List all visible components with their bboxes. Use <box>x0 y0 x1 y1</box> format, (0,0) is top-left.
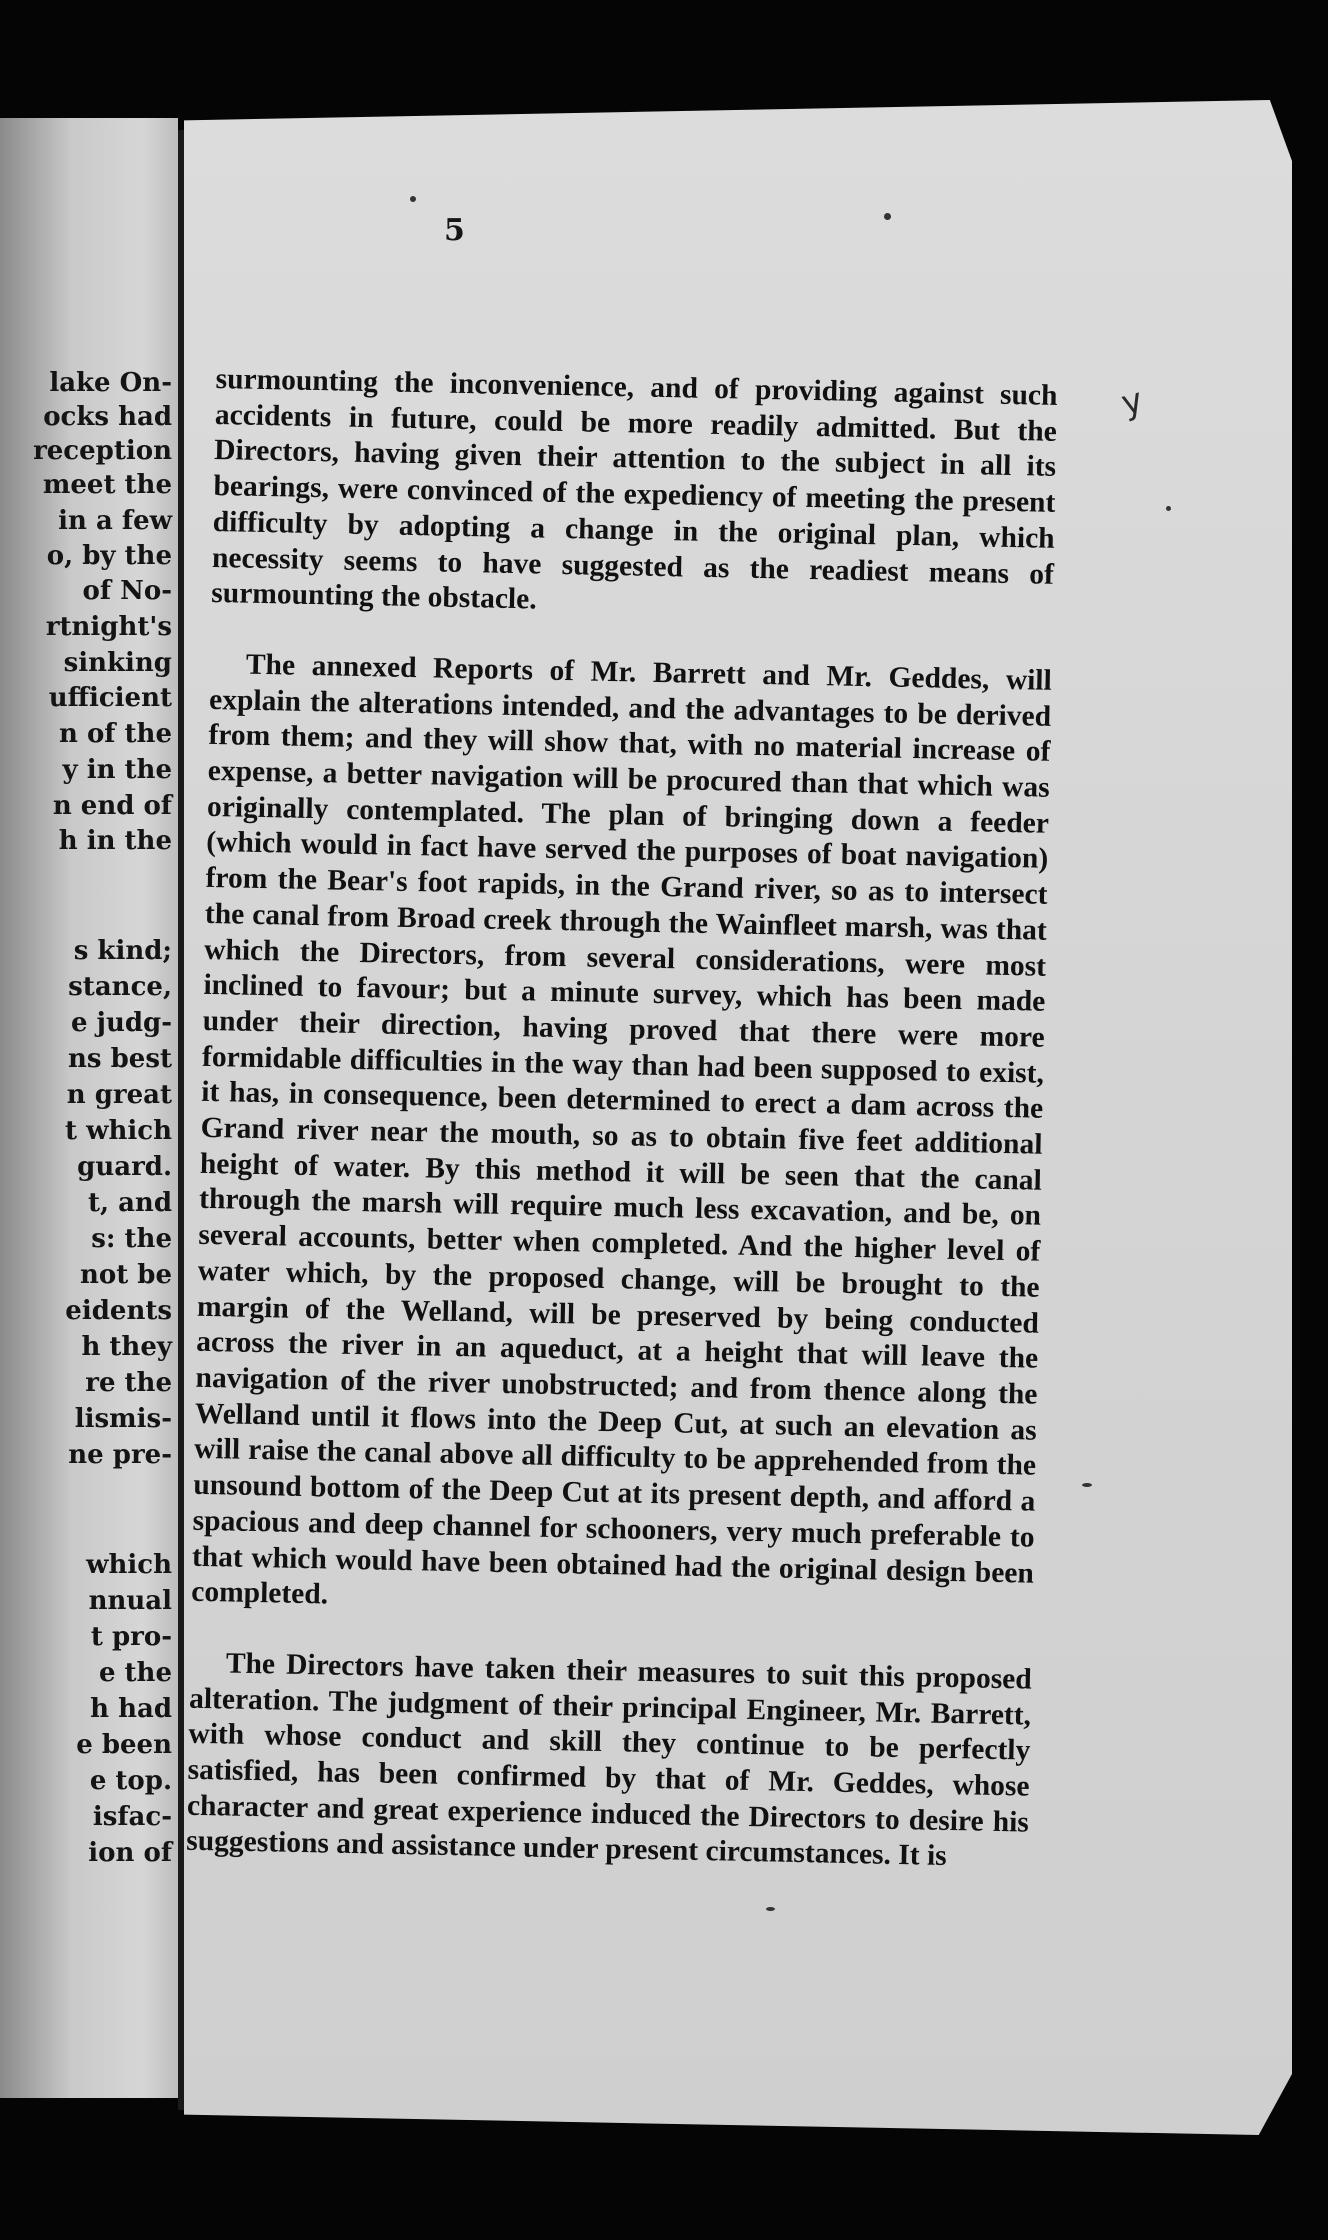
left-fragment: n great <box>66 1080 172 1110</box>
left-fragment: h in the <box>58 826 172 856</box>
left-fragment: t which <box>65 1116 172 1146</box>
left-fragment: eidents <box>65 1296 172 1326</box>
left-fragment: t, and <box>87 1188 172 1218</box>
page-gutter <box>178 130 184 2110</box>
left-fragment: h had <box>90 1694 172 1724</box>
left-fragment: re the <box>85 1368 172 1398</box>
left-fragment: ne pre- <box>68 1440 172 1470</box>
left-fragment: e top. <box>89 1766 172 1796</box>
body-text <box>185 362 1058 1912</box>
left-fragment: reception <box>33 436 172 466</box>
left-fragment: n end of <box>52 791 172 821</box>
left-fragment: rtnight's <box>45 612 172 642</box>
ink-speck <box>1166 506 1171 511</box>
left-fragment: o, by the <box>46 541 172 571</box>
left-fragment: h they <box>81 1332 172 1362</box>
left-fragment: in a few <box>58 506 172 536</box>
ink-speck <box>410 196 416 202</box>
left-fragment: nnual <box>88 1586 172 1616</box>
left-fragment: ufficient <box>48 683 172 713</box>
left-fragment: ns best <box>68 1044 172 1074</box>
left-fragment: e the <box>98 1658 172 1688</box>
ink-speck <box>884 213 891 220</box>
left-fragment: s kind; <box>73 936 172 966</box>
left-fragment: isfac- <box>92 1802 172 1832</box>
left-fragment: s: the <box>91 1224 172 1254</box>
left-fragment: which <box>86 1550 172 1580</box>
margin-handwritten-mark: y <box>1117 380 1147 424</box>
left-fragment: e been <box>76 1730 172 1760</box>
left-fragment: lake On- <box>49 368 172 398</box>
page-number: 5 <box>444 213 465 248</box>
ink-speck <box>1082 1483 1092 1487</box>
paragraph-2: The annexed Reports of Mr. Barrett and Mr. Geddes, will explain the alterations intended, and the advantages to be derived from them; and they will show that, with no material increase of expense, a better navigation will be procured than that which was originally contemplated. The plan of bringing down a feeder (which would in fact have served the purposes of boat navigation) from the Bear's foot rapids, in the Grand river, so as to intersect the canal from Broad creek through the Wainfleet marsh, was that which the Directors, from several considerations, were most inclined to favour; but a minute survey, which has been made under their direction, having proved that there were more formidable difficulties in the way than had been supposed to exist, it has, in consequence, been determined to erect a dam across the Grand river near the mouth, so as to obtain five feet additional height of water. By this method it will be seen that the canal through the marsh will require much less excavation, and be, on several accounts, better when completed. And the higher level of water which, by the proposed change, will be brought to the margin of the Welland, will be preserved by being conducted across the river in an aqueduct, at a height that will leave the navigation of the river unobstructed; and from thence along the Welland until it flows into the Deep Cut, at such an elevation as will raise the canal above all difficulty to be apprehended from the unsound bottom of the Deep Cut at its present depth, and afford a spacious and deep channel for schooners, very much preferable to that which would have been obtained had the original design been completed. <box>190 648 1053 1611</box>
left-fragment: ocks had <box>43 402 172 432</box>
left-fragment: ion of <box>88 1838 172 1868</box>
left-fragment: meet the <box>42 470 172 500</box>
left-fragment: guard. <box>77 1152 172 1182</box>
left-fragment: lismis- <box>74 1404 172 1434</box>
ink-speck <box>766 1907 775 1911</box>
left-fragment: not be <box>79 1260 172 1290</box>
left-fragment: e judg- <box>70 1008 172 1038</box>
left-fragment: n of the <box>59 719 172 749</box>
left-fragment: y in the <box>62 755 172 785</box>
left-fragment: t pro- <box>90 1622 172 1652</box>
left-adjoining-page <box>0 118 178 2098</box>
paragraph-1: surmounting the inconvenience, and of providing against such accidents in future, could be more readily admitted. But the Directors, having given their attention to the subject in all its bearings, were convinced of the expediency of meeting the present difficulty by adopting a change in the original plan, which necessity seems to have suggested as the readiest means of surmounting the obstacle. <box>211 362 1058 616</box>
left-fragment: stance, <box>68 972 172 1002</box>
left-fragment: sinking <box>63 648 172 678</box>
paragraph-3: The Directors have taken their measures to suit this proposed alteration. The judgment of their principal Engineer, Mr. Barrett, with whose conduct and skill they continue to be perfectly satisfied, has been confirmed by that of Mr. Geddes, whose character and great experience induced the Directors to desire his suggestions and assistance under present circumstances. It is <box>185 1647 1033 1873</box>
left-fragment: of No- <box>82 576 172 606</box>
